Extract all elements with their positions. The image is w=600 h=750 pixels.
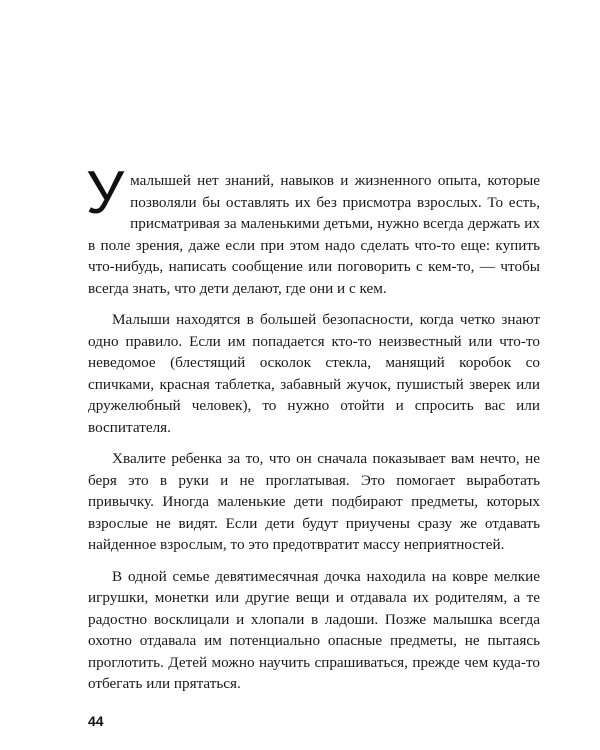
drop-cap: У (86, 159, 125, 226)
paragraph-4: В одной семье девятимесячная дочка находила на ковре мелкие игрушки, монетки или другие вещи и отдавала их родителям, а те радостно восклицали и хлопали в ладоши. Позже малышка всегда охотно отдавала им потенциально опасные предметы, не пытаясь проглотить. Детей можно научить спрашиваться, прежде чем куда-то отбегать или прятаться. (88, 567, 540, 692)
page-number: 44 (88, 713, 104, 729)
paragraph-2: Малыши находятся в большей безопасности, когда четко знают одно правило. Если им попадается кто-то неизвестный или что-то неведомое (блестящий осколок стекла, манящий коробок со спичками, красная таблетка, забавный жучок, пушистый зверек или дружелюбный человек), то нужно отойти и спросить вас или воспитателя. (88, 311, 540, 436)
paragraph-3: Хвалите ребенка за то, что он сначала показывает вам нечто, не беря это в руки и не проглатывая. Это помогает выработать привычку. Иногда маленькие дети подбирают предметы, которых взрослые не видят. Если дети будут приучены сразу же отдавать найденное взрослым, то это предотвратит массу неприятностей. (88, 450, 540, 553)
paragraph-1-text: малышей нет знаний, навыков и жизненного опыта, которые позволяли бы оставлять их без присмотра взрослых. То есть, присматривая за маленькими детьми, нужно всегда держать их в поле зрения, даже если при этом надо сделать что-то еще: купить что-нибудь, написать сообщение или поговорить с кем-то, — чтобы всегда знать, что дети делают, где они и с кем. (88, 172, 540, 297)
body-text (86, 159, 540, 695)
paragraph-1 (86, 159, 540, 299)
